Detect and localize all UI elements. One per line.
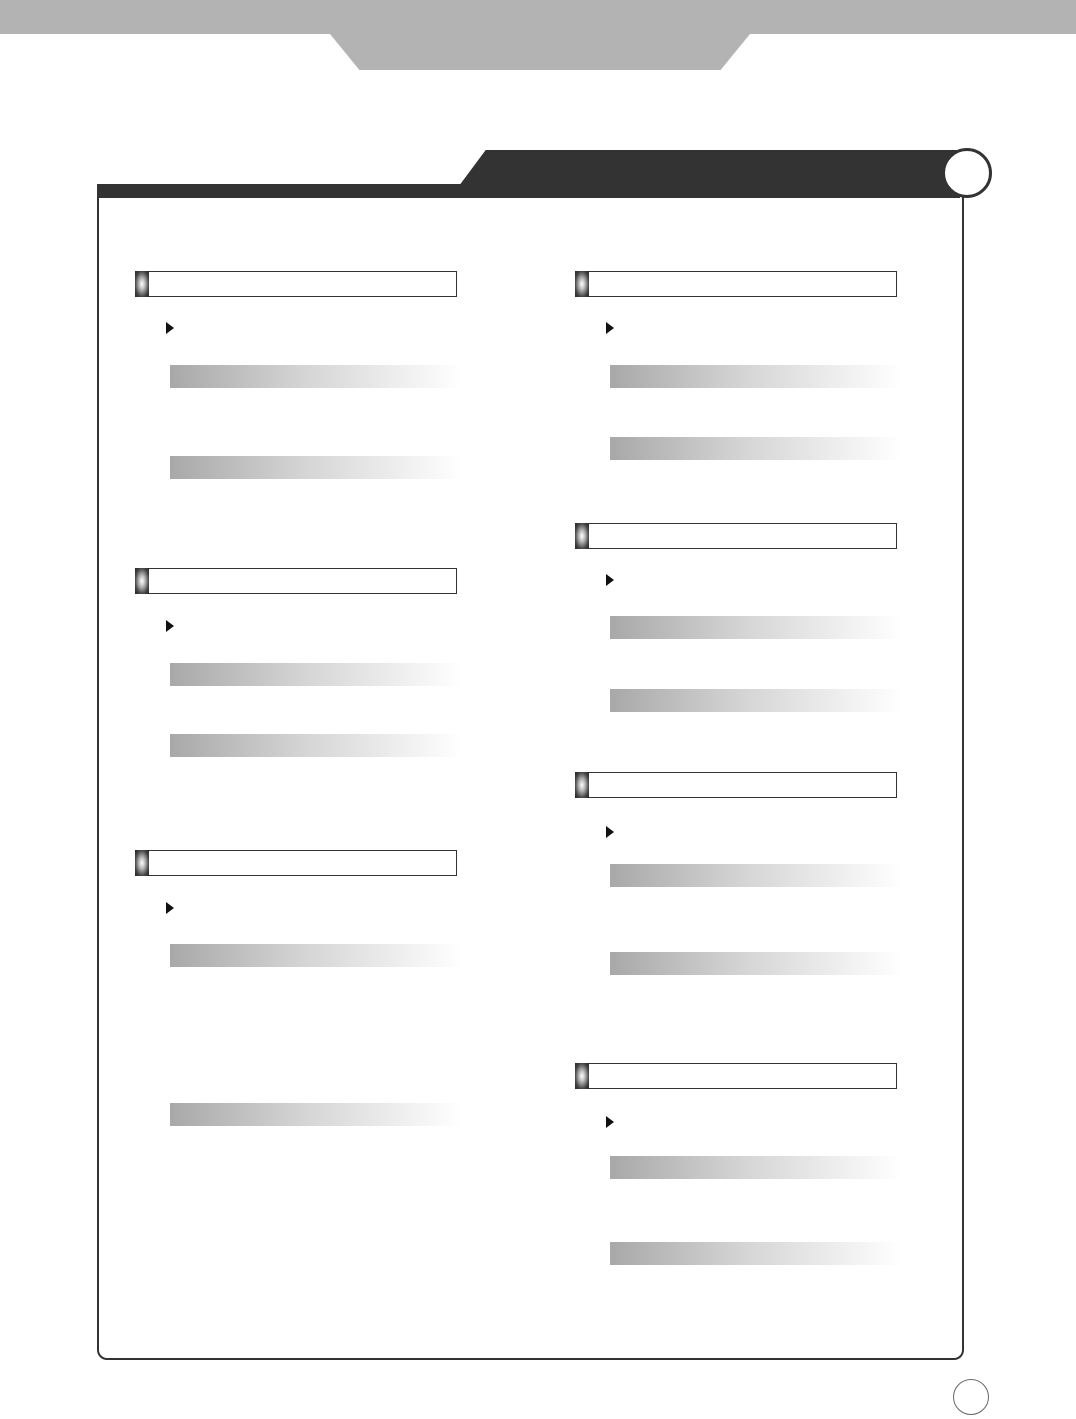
bullet-knob-icon [575,271,589,297]
gradient-bar [610,365,902,388]
section-header-right-4 [575,1063,897,1089]
play-arrow-icon [166,620,174,632]
section-header-left-2 [135,568,457,594]
top-banner [0,0,1076,34]
play-arrow-icon [606,1116,614,1128]
gradient-bar [610,1156,902,1179]
gradient-bar [610,1242,902,1265]
section-header-right-3 [575,772,897,798]
section-header-right-2 [575,523,897,549]
gradient-bar [170,663,462,686]
top-tab [330,34,750,70]
gradient-bar [610,952,902,975]
bullet-knob-icon [575,772,589,798]
bullet-knob-icon [575,523,589,549]
gradient-bar [610,437,902,460]
header-band [450,150,960,198]
gradient-bar [170,365,462,388]
play-arrow-icon [166,322,174,334]
gradient-bar [610,616,902,639]
gradient-bar [170,456,462,479]
section-header-left-3 [135,850,457,876]
gradient-bar [610,864,902,887]
play-arrow-icon [606,322,614,334]
gradient-bar [170,1103,462,1126]
play-arrow-icon [166,902,174,914]
bullet-knob-icon [135,568,149,594]
gradient-bar [170,944,462,967]
section-header-left-1 [135,271,457,297]
section-header-right-1 [575,271,897,297]
play-arrow-icon [606,574,614,586]
play-arrow-icon [606,826,614,838]
bullet-knob-icon [575,1063,589,1089]
bullet-knob-icon [135,850,149,876]
page-number-badge [953,1379,989,1415]
chapter-badge [942,148,992,198]
gradient-bar [170,734,462,757]
gradient-bar [610,689,902,712]
bullet-knob-icon [135,271,149,297]
